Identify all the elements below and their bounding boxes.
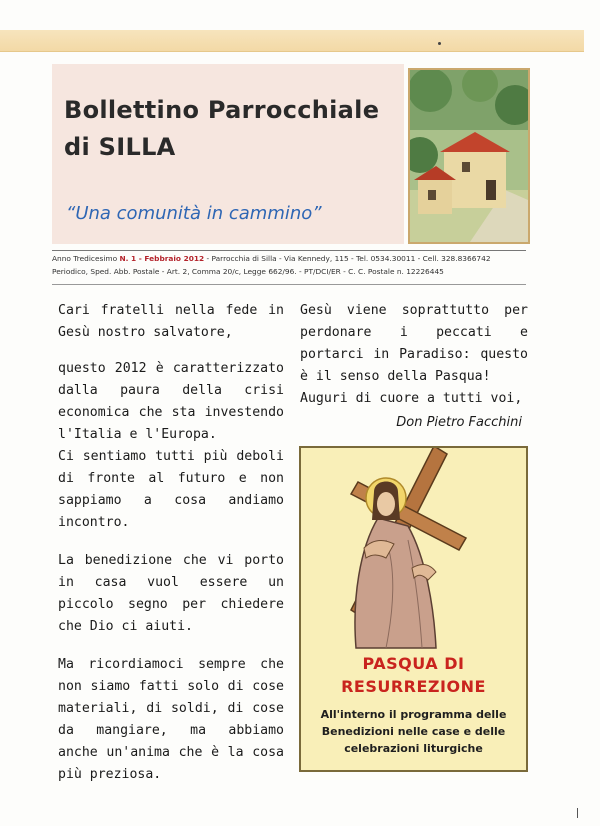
paragraph: Ci sentiamo tutti più deboli di fronte al futuro e non sappiamo a cosa andiamo incontro. xyxy=(58,449,284,530)
masthead xyxy=(52,64,404,244)
parish-contacts: - Parrocchia di Silla - Via Kennedy, 115 - Tel. 0534.30011 - Cell. 328.8366742 xyxy=(204,254,491,263)
divider-bottom xyxy=(52,284,526,285)
title-line-2: di SILLA xyxy=(64,133,176,161)
issue-year: Anno Tredicesimo xyxy=(52,254,120,263)
paragraph: Ma ricordiamoci sempre che non siamo fatti solo di cose materiali, di soldi, di cose da mangiare, ma abbiamo anche un'anima che è la cosa più preziosa. xyxy=(58,657,284,782)
easter-heading-line-1: PASQUA DI xyxy=(362,654,465,673)
title-line-1: Bollettino Parrocchiale xyxy=(64,96,380,124)
divider-top xyxy=(52,250,526,251)
easter-box xyxy=(299,446,528,772)
closing: Auguri di cuore a tutti voi, xyxy=(300,391,523,406)
jesus-carrying-cross-icon xyxy=(316,448,476,658)
paragraph: questo 2012 è caratterizzato dalla paura della crisi economica che sta investendo l'Italia e l'Europa. xyxy=(58,361,284,442)
bulletin-title xyxy=(64,92,379,166)
postal-info-line: Periodico, Sped. Abb. Postale - Art. 2, Comma 20/c, Legge 662/96. - PT/DCI/ER - C. C. Postale n. 12226445 xyxy=(52,267,444,276)
motto: “Una comunità in cammino” xyxy=(66,203,322,224)
top-decorative-band xyxy=(0,30,584,52)
easter-heading-line-2: RESURREZIONE xyxy=(341,677,486,696)
church-painting-image xyxy=(408,68,530,244)
paragraph: Gesù viene soprattutto per perdonare i peccati e portarci in Paradiso: questo è il senso della Pasqua! xyxy=(300,303,528,384)
letter-column-left xyxy=(58,300,284,786)
scan-speck xyxy=(438,42,441,45)
issue-info-line xyxy=(52,254,532,263)
letter-column-right xyxy=(300,300,528,434)
page-mark xyxy=(577,808,578,818)
paragraph: La benedizione che vi porto in casa vuol essere un piccolo segno per chiedere che Dio ci aiuti. xyxy=(58,553,284,634)
signature: Don Pietro Facchini xyxy=(396,415,522,430)
church-painting-icon xyxy=(410,70,528,242)
greeting: Cari fratelli nella fede in Gesù nostro salvatore, xyxy=(58,303,284,340)
issue-number: N. 1 - Febbraio 2012 xyxy=(119,254,205,263)
easter-caption: All'interno il programma delle Benedizioni nelle case e delle celebrazioni liturgiche xyxy=(320,708,507,755)
